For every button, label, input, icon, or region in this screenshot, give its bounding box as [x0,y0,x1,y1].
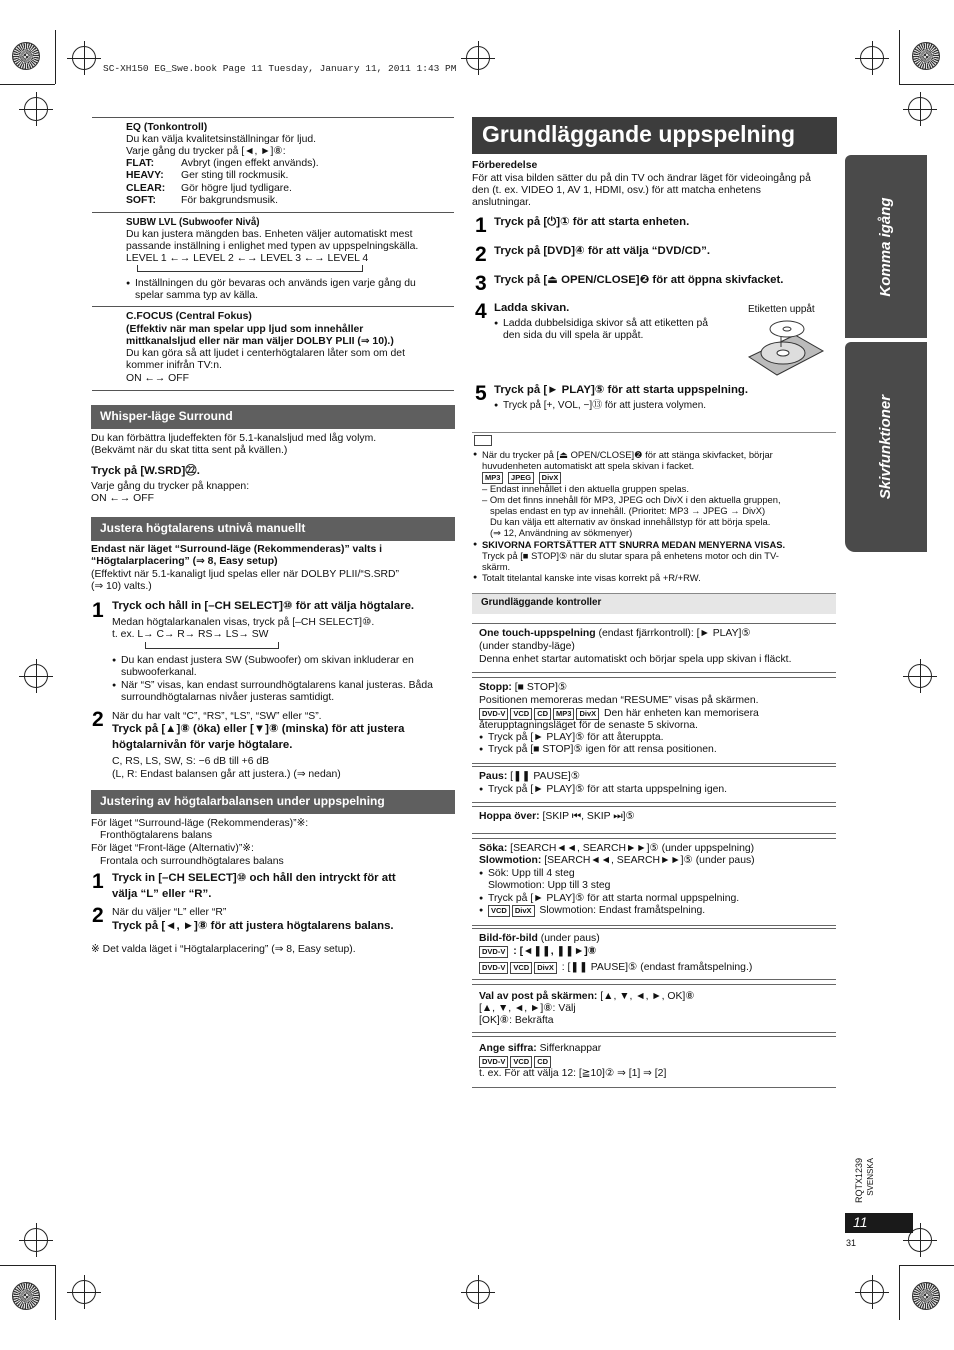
format-tag: CD [534,708,551,720]
cfocus-text: kommer inifrån TV:n. [126,360,222,371]
format-tag: DivX [512,905,535,917]
control-text: Den här enheten kan memorisera [601,708,759,719]
eq-value: Gör högre ljud tydligare. [181,183,292,194]
disc-label: Etiketten uppåt [748,304,815,315]
step-precondition: När du har valt “C”, “RS”, “LS”, “SW” eller “S”. [112,711,322,722]
step-bullet: subwooferkanal. [121,667,197,678]
eq-value: Avbryt (ingen effekt används). [181,158,319,169]
step-number: 4 [475,300,487,323]
step-number: 2 [92,708,104,731]
control-text: (under paus) [537,933,600,944]
step-bullet: ● Du kan endast justera SW (Subwoofer) om skivan inkluderar en [121,655,414,668]
step-text: Tryck på [⏻]① för att starta enheten. [494,216,690,228]
step-number: 1 [92,599,104,622]
side-tab-disc-functions [845,342,927,552]
step-precondition: När du väljer “L” eller “R” [112,907,227,918]
divider [92,306,454,307]
control-text: Positionen memoreras medan “RESUME” visas på skärmen. [479,695,759,706]
control-text: [▲, ▼, ◄, ►]⑧: Välj [479,1003,576,1014]
note-item: – Om det finns innehåll för MP3, JPEG och DivX i den aktuella gruppen, [482,494,781,505]
cfocus-title: C.FOCUS (Central Fokus) [126,311,252,322]
control-title: Slowmotion: [479,855,542,866]
page-number: 11 [845,1213,913,1233]
step-number: 1 [475,214,487,237]
format-tag: MP3 [482,472,503,484]
step-bullet: den sida du vill spela är uppåt. [503,330,644,341]
whisper-text: (Bekvämt när du skat titta sent på kvällen.) [91,445,288,456]
control-text: [OK]⑧: Bekräfta [479,1015,554,1026]
control-title: Bild-för-bild [479,933,538,944]
format-tag: DVD-V [479,1056,508,1068]
controls-heading: Grundläggande kontroller [472,593,836,614]
control-select [472,984,836,1033]
control-text: [▲, ▼, ◄, ►, OK]⑧ [597,991,695,1002]
step-detail: t. ex. L→ C→ R→ RS→ LS→ SW [112,629,269,640]
control-text: [SEARCH◄◄, SEARCH►►]⑤ (under paus) [541,855,755,866]
format-tag: DivX [576,708,599,720]
whisper-press: Tryck på [W.SRD]㉒. [91,465,200,477]
control-skip [472,806,836,834]
doc-code: RQTX1239 [854,1157,865,1203]
step-text: Tryck på [◄, ►]⑧ för att justera högtalarens balans. [112,920,394,932]
control-bullet: ● Tryck på [■ STOP]⑤ igen för att rensa positionen. [488,744,717,757]
divider [92,390,454,391]
format-tag: DVD-V [479,946,508,958]
note-item: Du kan välja ett alternativ av önskad innehållstyp för att börja spela. [490,516,771,527]
manual-condition: “Högtalarplacering” (⇒ 8, Easy setup) [91,556,278,567]
control-text: Denna enhet startar automatiskt och börjar spela upp skivan i fläckt. [479,654,792,665]
step-text: Tryck på [DVD]④ för att välja “DVD/CD”. [494,245,710,257]
note-item: (⇒ 12, Användning av sökmenyer) [490,527,633,538]
control-text: [SEARCH◄◄, SEARCH►►]⑤ (under uppspelning) [507,843,755,854]
control-text: t. ex. För att välja 12: [≧10]② ⇒ [1] ⇒ [2] [479,1068,667,1079]
prep-text: den (t. ex. VIDEO 1, AV 1, HDMI, osv.) för att matcha enhetens [472,185,761,196]
note-item: huvudenheten automatiskt att spela skivan i facket. [482,460,695,471]
format-tag: DivX [539,472,562,484]
step-bullet: ● När “S” visas, kan endast surroundhögtalarens kanal justeras. Båda [121,680,433,693]
control-bullet: ● Tryck på [► PLAY]⑤ för att starta uppspelning igen. [488,784,727,797]
step-text: Tryck på [▲]⑧ (öka) eller [▼]⑧ (minska) för att justera [112,723,405,735]
step-number: 2 [92,904,104,927]
format-tag: VCD [510,962,532,974]
format-tag: CD [534,1056,551,1068]
footnote: ※ Det valda läget i “Högtalarplacering” (⇒ 8, Easy setup). [91,944,356,955]
subw-bullet: ● Inställningen du gör bevaras och används igen varje gång du [135,278,416,291]
eq-key: SOFT: [126,195,157,206]
print-header: SC-XH150 EG_Swe.book Page 11 Tuesday, January 11, 2011 1:43 PM [103,63,457,74]
note-item: ● Totalt titelantal kanske inte visas korrekt på +R/+RW. [482,572,701,583]
control-text: (under standby-läge) [479,641,575,652]
control-text: [SKIP ⏮, SKIP ⏭]⑤ [539,811,635,822]
control-text: Slowmotion: Upp till 3 steg [488,880,611,891]
prep-title: Förberedelse [472,160,538,171]
subw-text: Du kan justera mängden bas. Enheten väljer automatiskt mest [126,229,413,240]
note-book-icon [474,435,492,446]
divider [92,212,454,213]
note-item: Tryck på [■ STOP]⑤ när du slutar spara på enhetens motor och din TV- [482,550,779,561]
step-bullet: ● Tryck på [+, VOL, −]⑬ för att justera volymen. [503,400,706,412]
manual-note: (⇒ 10) valts.) [91,581,152,592]
format-tag: VCD [488,905,510,917]
balance-text: Fronthögtalarens balans [100,830,213,841]
format-tag: MP3 [553,708,574,720]
note-item: spelas endast en typ av innehåll. (Prioritet: MP3 → JPEG → DivX) [490,505,766,516]
prep-text: För att visa bilden sätter du på din TV och ändrar läget för videoingång på [472,173,811,184]
subw-levels: LEVEL 1 ←→ LEVEL 2 ←→ LEVEL 3 ←→ LEVEL 4 [126,253,369,264]
control-text: : [◄❚❚, ❚❚►]⑧ [510,946,597,957]
section-heading: Justera högtalarens utnivå manuellt [91,517,455,541]
step-bullet: ● Ladda dubbelsidiga skivor så att etiketten på [503,318,708,331]
control-pause [472,766,836,803]
note-item: skärm. [482,561,511,572]
control-search [472,838,836,926]
control-title: One touch-uppspelning [479,628,596,639]
step-text: Ladda skivan. [494,302,570,314]
note-item: ● När du trycker på [⏏ OPEN/CLOSE]❷ för att stänga skivfacket, börjar [482,449,773,460]
language-label: SVENSKA [866,1157,876,1196]
step-text: Tryck in [–CH SELECT]⑩ och håll den intryckt för att [112,872,396,884]
control-text: (endast fjärrkontroll): [► PLAY]⑤ [595,628,751,639]
subw-bullet: spelar samma typ av källa. [135,290,259,301]
control-bullet: ● Tryck på [► PLAY]⑤ för att starta normal uppspelning. [488,893,739,906]
note-item: ● SKIVORNA FORTSÄTTER ATT SNURRA MEDAN MENYERNA VISAS. [482,539,785,550]
control-text: Slowmotion: Endast framåtspelning. [536,905,706,916]
side-tab-label: Komma igång [876,196,894,297]
step-number: 5 [475,382,487,405]
control-text: Sifferknappar [536,1043,602,1054]
balance-text: Frontala och surroundhögtalares balans [100,856,284,867]
control-bullet: ● Tryck på [► PLAY]⑤ för att återuppta. [488,732,664,745]
eq-title: EQ (Tonkontroll) [126,122,208,133]
cycle-arrow [145,642,279,649]
cfocus-toggle: ON ←→ OFF [126,373,189,384]
control-title: Söka: [479,843,508,854]
balance-text: För läget “Front-läge (Alternativ)”※: [91,843,254,854]
whisper-toggle: ON ←→ OFF [91,493,154,504]
step-text: Tryck på [⏏ OPEN/CLOSE]❷ för att öppna skivfacket. [494,274,784,286]
divider [472,432,836,433]
manual-note: (Effektivt när 5.1-kanaligt ljud spelas eller när DOLBY PLII/“S.SRD” [91,569,400,580]
note-item: – Endast innehållet i den aktuella gruppen spelas. [482,483,689,494]
subw-title: SUBW LVL (Subwoofer Nivå) [126,217,260,228]
control-title: Paus: [479,771,508,782]
cfocus-note: mittkanalsljud eller när man väljer DOLBY PLII (⇒ 10).) [126,336,394,347]
whisper-text: Du kan förbättra ljudeffekten för 5.1-kanalsljud med låg volym. [91,433,377,444]
subw-text: passande inställning i enlighet med typen av uppspelningskälla. [126,241,419,252]
step-detail: Medan högtalarkanalen visas, tryck på [–CH SELECT]⑩. [112,617,375,628]
control-number [472,1036,836,1088]
prep-text: anslutningar. [472,197,531,208]
step-text: välja “L” eller “R”. [112,888,212,900]
page-number-small: 31 [846,1238,857,1248]
eq-text: Varje gång du trycker på [◄, ►]⑧: [126,146,286,157]
control-title: Val av post på skärmen: [479,991,598,1002]
manual-condition: Endast när läget “Surround-läge (Rekommenderas)” valts i [91,544,383,555]
control-text: [■ STOP]⑤ [511,682,568,693]
step-number: 3 [475,272,487,295]
section-heading: Justering av högtalarbalansen under uppspelning [91,790,455,814]
format-tag: VCD [510,1056,532,1068]
control-one-touch [472,623,836,673]
control-bullet: ● Sök: Upp till 4 steg [488,868,575,881]
step-text: högtalarnivån för varje högtalare. [112,739,293,751]
cfocus-note: (Effektiv när man spelar upp ljud som innehåller [126,324,364,335]
control-stop [472,677,836,764]
format-tag: VCD [510,708,532,720]
control-frame [472,928,836,980]
eq-value: Ger sting till rockmusik. [181,170,289,181]
eq-value: För bakgrundsmusik. [181,195,279,206]
page-title: Grundläggande uppspelning [472,117,837,154]
side-tab-getting-started [845,155,927,338]
balance-text: För läget “Surround-läge (Rekommenderas)”※: [91,818,309,829]
eq-key: HEAVY: [126,170,164,181]
divider [92,117,454,118]
step-detail: (L, R: Endast balansen går att justera.) (⇒ nedan) [112,769,341,780]
step-number: 1 [92,870,104,893]
control-text: återupptagningsläget för de senaste 5 skivorna. [479,720,698,731]
cycle-arrow [137,265,363,272]
whisper-note: Varje gång du trycker på knappen: [91,481,250,492]
control-text: [❚❚ PAUSE]⑤ [507,771,581,782]
section-heading: Whisper-läge Surround [91,405,455,429]
control-title: Hoppa över: [479,811,540,822]
control-title: Stopp: [479,682,512,693]
format-tag: JPEG [508,472,534,484]
control-text: : [❚❚ PAUSE]⑤ (endast framåtspelning.) [558,962,753,973]
step-bullet: surroundhögtalarnas nivåer justeras samtidigt. [121,692,335,703]
format-tag: DVD-V [479,962,508,974]
step-text: Tryck och håll in [–CH SELECT]⑩ för att välja högtalare. [112,600,415,612]
format-tag: DVD-V [479,708,508,720]
control-title: Ange siffra: [479,1043,537,1054]
format-tag: DivX [534,962,557,974]
cfocus-text: Du kan göra så att ljudet i centerhögtalaren låter som om det [126,348,405,359]
side-tab-label: Skivfunktioner [876,394,894,500]
step-number: 2 [475,243,487,266]
step-detail: C, RS, LS, SW, S: −6 dB till +6 dB [112,756,270,767]
step-text: Tryck på [► PLAY]⑤ för att starta uppspelning. [494,384,749,396]
eq-key: CLEAR: [126,183,166,194]
eq-key: FLAT: [126,158,155,169]
eq-text: Du kan välja kvalitetsinställningar för ljud. [126,134,317,145]
